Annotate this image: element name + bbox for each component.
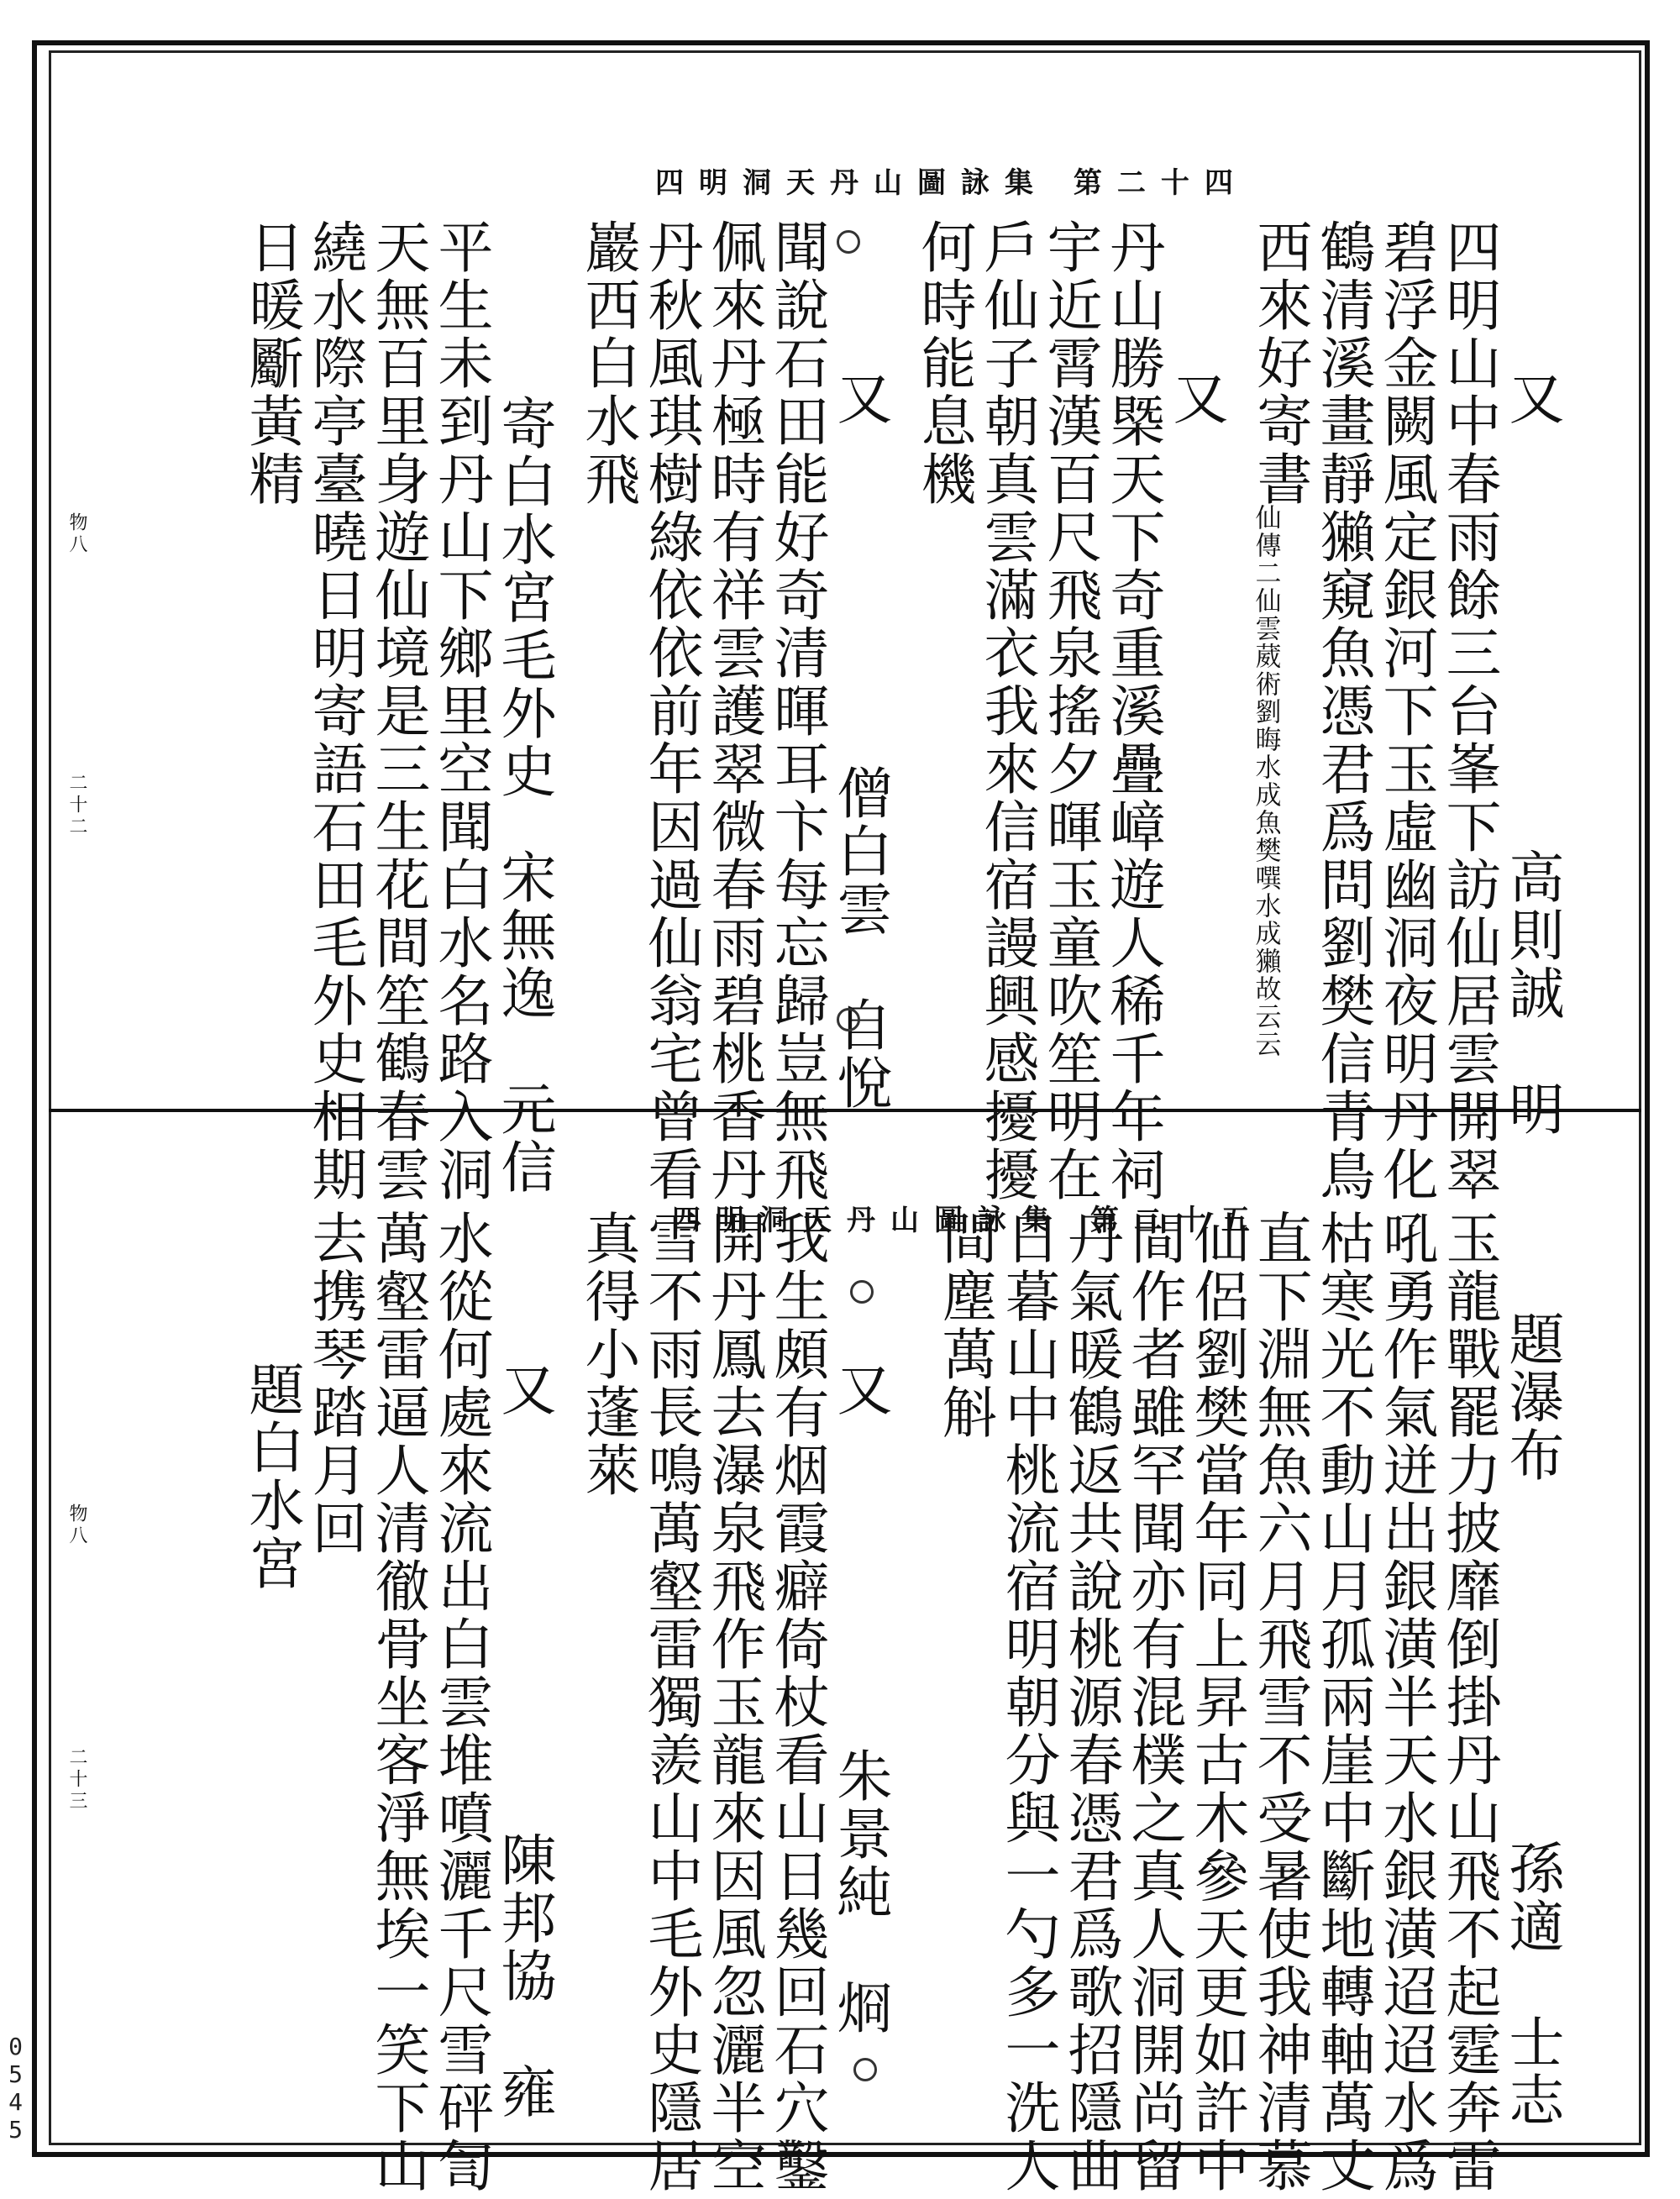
top-text-column: 四明山中春雨餘三台峯下訪仙居雲開翠 [1436, 218, 1501, 1204]
top-text-column: 丹山勝槩天下奇重溪疊嶂遊人稀千年祠 [1100, 218, 1165, 1204]
bottom-text-column: 直下淵無魚六月飛雪不受暑使我神清慕 [1247, 1210, 1312, 2195]
bottom-text-column: 題白水宮 [239, 1361, 304, 1593]
top-text-column: 碧浮金闕風定銀河下玉虛幽洞夜明丹化 [1373, 218, 1438, 1204]
bottom-text-column: 朱景純 烱 [827, 1747, 892, 2037]
top-text-column: 佩來丹極時有祥雲護翠微春雨碧桃香丹 [701, 218, 766, 1204]
bottom-text-column: 玉龍戰罷力披靡倒掛丹山飛不起霆奔雷 [1436, 1210, 1501, 2195]
top-page-header: 四明洞天丹山圖詠集 第二十四 [655, 166, 1248, 200]
top-text-column: 又 [1163, 370, 1228, 428]
bottom-text-column: 孫適 士志 [1499, 1839, 1564, 2129]
bottom-text-column: 枯寒光不動山月孤兩崖中斷地轉軸萬丈 [1310, 1210, 1375, 2195]
bottom-text-column: 題瀑布 [1499, 1310, 1564, 1484]
bottom-text-column: 吼勇作氣迸出銀潢半天水銀潢迢迢水爲 [1373, 1210, 1438, 2195]
bottom-folio-mark: 物八 [66, 1504, 87, 1547]
top-text-column: 鶴清溪畫靜獺窺魚憑君爲問劉樊信青鳥 [1310, 218, 1375, 1204]
top-folio-mark: 二十二 [66, 773, 87, 838]
bottom-text-column: 間作者雖罕聞亦有混樸之真人洞開尚留 [1121, 1210, 1186, 2195]
bottom-text-column: 雪不雨長鳴萬壑雷獨羨山中毛外史隱居 [638, 1210, 703, 2195]
top-text-column: 僧白雲 自悅 [827, 764, 892, 1112]
bottom-text-column: 間塵萬斛 [932, 1210, 997, 1441]
bottom-folio-mark: 二十三 [66, 1747, 87, 1813]
circle-mark [837, 1008, 860, 1031]
bottom-text-column: 去携琴踏月回 [302, 1210, 367, 1557]
top-text-column: 高則誠 明 [1499, 848, 1564, 1138]
top-text-column: 仙傳二仙雲葳術劉晦水成魚樊噀水成獺故云云 [1250, 504, 1281, 1058]
top-text-column: 戶仙子朝真雲滿衣我來信宿謾興感擾擾 [974, 218, 1039, 1204]
top-text-column: 又 [827, 370, 892, 428]
bottom-text-column: 陳邦協 雍 [491, 1831, 556, 2121]
top-text-column: 巖西白水飛 [575, 218, 640, 508]
top-text-column: 西來好寄書 [1247, 218, 1312, 508]
bottom-text-column: 萬壑雷逼人清徹骨坐客淨無埃一笑下山 [365, 1210, 430, 2195]
bottom-text-column: 又 [491, 1361, 556, 1419]
top-text-column: 何時能息機 [911, 218, 976, 508]
circle-mark [853, 2058, 877, 2081]
bottom-text-column: 仙侶劉樊當年同上昇古木參天更如許中 [1184, 1210, 1249, 2195]
bottom-text-column: 日暮山中桃流宿明朝分與一勺多一洗人 [995, 1210, 1060, 2195]
circle-mark [837, 230, 860, 254]
bottom-text-column: 又 [827, 1361, 892, 1419]
top-text-column: 聞說石田能好奇清暉耳卞每忘歸豈無飛 [764, 218, 829, 1204]
bottom-page-header: 四明洞天丹山圖詠集 第二十五 [672, 1204, 1265, 1237]
top-text-column: 丹秋風琪樹綠依依前年因過仙翁宅曾看 [638, 218, 703, 1204]
bottom-text-column: 水從何處來流出白雲堆噴灑千尺雪砰訇 [428, 1210, 493, 2195]
top-text-column: 平生未到丹山下鄉里空聞白水名路入洞 [428, 218, 493, 1204]
bottom-text-column: 真得小蓬萊 [575, 1210, 640, 1499]
edge-page-number: 0545 [2, 2033, 29, 2144]
bottom-text-column: 我生頗有烟霞癖倚杖看山日幾回石穴鑿 [764, 1210, 829, 2195]
top-text-column: 天無百里身遊仙境是三生花間笙鶴春雲 [365, 218, 430, 1204]
top-text-column: 宇近霄漢百尺飛泉搖夕暉玉童吹笙明在 [1037, 218, 1102, 1204]
circle-mark [850, 1280, 874, 1304]
top-text-column: 繞水際亭臺曉日明寄語石田毛外史相期 [302, 218, 367, 1204]
bottom-text-column: 開丹鳳去瀑泉飛作玉龍來因風忽灑半空 [701, 1210, 766, 2195]
top-folio-mark: 物八 [66, 512, 87, 556]
top-text-column: 宋無逸 元信 [491, 848, 556, 1196]
top-text-column: 日暖斸黃精 [239, 218, 304, 508]
top-text-column: 寄白水宮毛外史 [491, 395, 556, 800]
bottom-text-column: 丹氣暖鶴返共說桃源春憑君爲歌招隱曲 [1058, 1210, 1123, 2195]
top-text-column: 又 [1499, 370, 1564, 428]
